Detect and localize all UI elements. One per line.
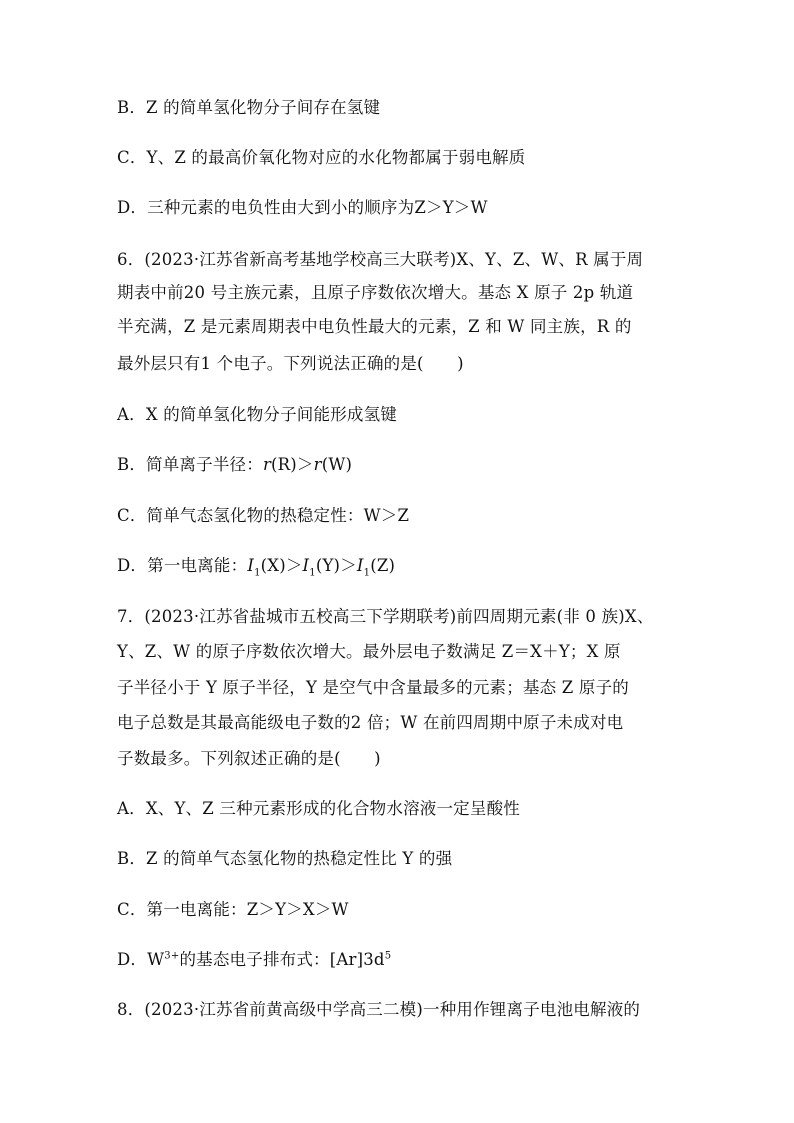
- q6-stem-line-1: 6．(2023·江苏省新高考基地学校高三大联考)X、Y、Z、W、R 属于周: [117, 250, 644, 269]
- q5-option-b: B．Z 的简单氢化物分子间存在氢键: [117, 98, 381, 117]
- q7-stem-line-2: Y、Z、W 的原子序数依次增大。最外层电子数满足 Z＝X＋Y；X 原: [117, 642, 621, 661]
- q6d-i2: I: [302, 556, 310, 575]
- q6d-y: (Y)＞: [315, 556, 357, 575]
- q6d-sub3: 1: [363, 567, 371, 579]
- q7-stem-line-1: 7．(2023·江苏省盐城市五校高三下学期联考)前四周期元素(非 0 族)X、: [117, 607, 654, 626]
- q6d-x: (X)＞: [260, 556, 303, 575]
- q6-stem-line-2: 期表中前20 号主族元素，且原子序数依次增大。基态 X 原子 2p 轨道: [117, 283, 634, 302]
- q6-stem-line-4: 最外层只有1 个电子。下列说法正确的是( ): [117, 354, 464, 373]
- q5-option-d: D．三种元素的电负性由大到小的顺序为Z＞Y＞W: [117, 198, 488, 217]
- q6-option-c: C．简单气态氢化物的热稳定性：W＞Z: [117, 506, 410, 525]
- q7d-exp: 5: [384, 950, 392, 962]
- q6d-i3: I: [356, 556, 364, 575]
- q6d-i1: I: [247, 556, 255, 575]
- q6d-prefix: D．第一电离能：: [117, 556, 248, 575]
- q6-option-a: A．X 的简单氢化物分子间能形成氢键: [117, 405, 398, 424]
- q6b-r2: r: [313, 455, 322, 474]
- q7-option-a: A．X、Y、Z 三种元素形成的化合物水溶液一定呈酸性: [117, 799, 520, 818]
- q6-option-d: [117, 555, 687, 577]
- q6b-arg1: (R)＞: [271, 455, 314, 474]
- q7-option-b: B．Z 的简单气态氢化物的热稳定性比 Y 的强: [117, 849, 453, 868]
- q7-option-d: [117, 949, 687, 971]
- q7d-mid: 的基态电子排布式：[Ar]3d: [179, 950, 385, 969]
- q6-stem-line-3: 半充满，Z 是元素周期表中电负性最大的元素，Z 和 W 同主族，R 的: [117, 317, 632, 336]
- q6d-sub1: 1: [254, 567, 261, 579]
- q6-option-b: [117, 454, 687, 476]
- q7d-charge: 3+: [164, 950, 180, 962]
- q6b-arg2: (W): [321, 455, 353, 474]
- q7-stem-line-3: 子半径小于 Y 原子半径，Y 是空气中含量最多的元素；基态 Z 原子的: [117, 678, 629, 697]
- q7d-prefix: D．W: [117, 950, 165, 969]
- q6b-prefix: B．简单离子半径：: [117, 455, 263, 474]
- q6d-sub2: 1: [309, 567, 316, 579]
- q7-stem-line-5: 子数最多。下列叙述正确的是( ): [117, 749, 381, 768]
- q8-stem-line-1: 8．(2023·江苏省前黄高级中学高三二模)一种用作锂离子电池电解液的: [117, 1000, 641, 1019]
- q7-stem-line-4: 电子总数是其最高能级电子数的2 倍；W 在前四周期中原子未成对电: [117, 713, 624, 732]
- q7-option-c: C．第一电离能：Z＞Y＞X＞W: [117, 900, 349, 919]
- q6d-z: (Z): [370, 556, 396, 575]
- q5-option-c: C．Y、Z 的最高价氧化物对应的水化物都属于弱电解质: [117, 148, 526, 167]
- q6b-r1: r: [262, 455, 272, 474]
